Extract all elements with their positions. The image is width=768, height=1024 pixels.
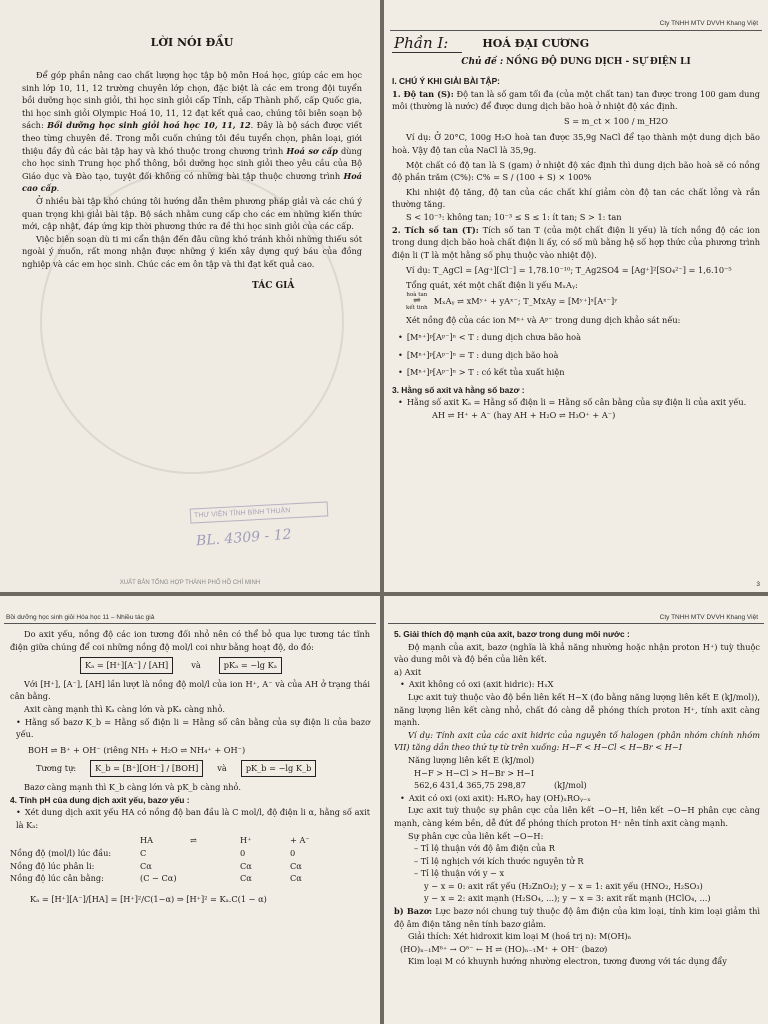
part-label: Phần I:: [392, 34, 462, 53]
polarity-rule-1: – Tỉ lệ thuận với độ âm điện của R: [414, 843, 555, 854]
publisher-strip: XUẤT BẢN TỔNG HỢP THÀNH PHỐ HỒ CHÍ MINH: [119, 580, 261, 586]
kb-formula-row: [36, 760, 370, 777]
and-word-2: và: [217, 763, 227, 774]
acid-class-1: y − x = 0: axit rất yếu (H₂ZnO₂); y − x = 1: axit yếu (HNO₂, H₂SO₃): [424, 880, 703, 891]
ice-cell: Cα: [240, 860, 252, 871]
hydracid-text: Lực axit tuỳ thuộc vào độ bền liên kết H−X (đo bằng năng lượng liên kết E (kJ/mol)), năng lượng liên kết càng nhỏ, chất đó càng dễ phóng thích proton H⁺, tính axit càng mạnh.: [394, 691, 760, 728]
page-header: Bồi dưỡng học sinh giỏi Hóa học 11 – Nhiều tác giả: [6, 614, 155, 621]
ice-cell: Cα: [290, 860, 302, 871]
last-line: Kim loại M có khuynh hướng nhường electron, tương đương với tác dụng đẩy: [408, 956, 727, 967]
base-dissociation-equation: BOH ⇌ B⁺ + OH⁻ (riêng NH₃ + H₂O ⇌ NH₄⁺ + OH⁻): [28, 744, 246, 755]
solubility-definition: 1. Độ tan (S): Độ tan là số gam tối đa (của một chất tan) tan được trong 100 gam dung môi (thường là nước) để được dung dịch bão hoà ở nhiệt độ xác định.: [392, 88, 760, 112]
condition-saturated: • [Mⁿ⁺]ᵖ[Aᵖ⁻]ⁿ = T : dung dịch bão hoà: [398, 349, 760, 362]
bond-energy-values: [414, 779, 760, 792]
ice-row-dissociation-label: Nồng độ lúc phân li:: [10, 860, 95, 871]
general-equation: hoà tan ⇌ kết tinh MₓAᵧ ⇌ xMʸ⁺ + yAˣ⁻; T_MxAy = [Mʸ⁺]ˣ[Aˣ⁻]ʸ: [406, 291, 618, 311]
ice-cell: 0: [240, 847, 246, 858]
section-4-heading: 4. Tính pH của dung dịch axit yếu, bazơ yếu :: [10, 794, 190, 805]
acid-subheading: a) Axit: [394, 666, 422, 677]
energy-values: 562,6 431,4 365,75 298,87: [414, 780, 526, 791]
ka-formula: Kₐ = [H⁺][A⁻] / [AH]: [80, 657, 173, 674]
equilibrium-arrow-labels: hoà tan ⇌ kết tinh: [406, 291, 428, 311]
header-rule: [4, 623, 376, 624]
header-rule: [390, 30, 762, 31]
temperature-note: Khi nhiệt độ tăng, độ tan của các chất khí giảm còn độ tan các chất lỏng và rắn thường tăng.: [392, 186, 760, 210]
energy-unit: (kJ/mol): [553, 780, 587, 791]
preface-page: [0, 0, 380, 592]
solubility-product-definition: 2. Tích số tan (T): Tích số tan T (của một chất điện li yếu) là tích nồng độ các ion trong dung dịch bão hoà chất điện li ấy, có số mũ bằng hệ số hợp thức của phương trình điện li (T là một hằng số phụ thuộc vào nhiệt độ).: [392, 224, 760, 260]
base-explanation: Giải thích: Xét hidroxit kim loại M (hoá trị n): M(OH)ₙ: [408, 931, 632, 942]
ka-derivation: Kₐ = [H⁺][A⁻]/[HA] = [H⁺]²/C(1−α) ⇒ [H⁺]² = Kₐ.C(1 − α): [30, 893, 267, 904]
acid-class-2: y − x = 2: axit mạnh (H₂SO₄, ...); y − x = 3: axit rất mạnh (HClO₄, ...): [424, 893, 711, 904]
page-header: Cty TNHH MTV DVVH Khang Việt: [659, 20, 758, 27]
topic-heading: Chủ đề : NỒNG ĐỘ DUNG DỊCH - SỰ ĐIỆN LI: [461, 57, 691, 67]
acid-constant-definition: • Hằng số axit Kₐ = Hằng số điện li = Hằng số cân bằng của sự điện li của axit yếu.: [398, 396, 760, 409]
chapter-page: [384, 0, 768, 592]
ice-cell: Cα: [290, 873, 302, 884]
polarity-rule-2: – Tỉ lệ nghịch với kích thước nguyên tử R: [414, 855, 584, 866]
page-number: 3: [756, 581, 760, 588]
page-header: Cty TNHH MTV DVVH Khang Việt: [659, 614, 758, 621]
halogen-example: Ví dụ: Tính axit của các axit hidric của nguyên tố halogen (phân nhóm chính nhóm VII) tăng dần theo thứ tự từ trên xuống: H−F < H−Cl < H−Br < H−I: [394, 729, 760, 753]
preface-paragraph-1: Để góp phần nâng cao chất lượng học tập bộ môn Hoá học, giúp các em học sinh lớp 10, 11, 12 trường chuyên lớp chọn, đặc biệt là các em trong đội tuyển bồi dưỡng học sinh giỏi, thi học sinh giỏi cấp Tỉnh, cấp Thành phố, cấp Quốc gia, thi học sinh giỏi Olympic Hoá 10, 11, 12 đạt kết quả cao, chúng tôi biên soạn bộ sách: Bồi dưỡng học sinh giỏi hoá học 10, 11, 12. Đây là bộ sách được viết theo từng chuyên đề. Trong mỗi cuốn chúng tôi đều tuyển chọn, phân loại, giới thiệu đầy đủ các bài tập hay và khó thuộc trong chương trình Hoá sơ cấp dùng cho học sinh Trung học phổ thông, bồi dưỡng học sinh giỏi theo yêu cầu của Bộ Giáo dục và Đào tạo, tuyệt đối không có những bài tập thuộc chương trình Hoá cao cấp.: [22, 70, 363, 194]
ion-condition-intro: Xét nồng độ của các ion Mⁿ⁺ và Aᵖ⁻ trong dung dịch khảo sát nếu:: [406, 314, 681, 325]
percent-concentration: Một chất có độ tan là S (gam) ở nhiệt độ xác định thì dung dịch bão hoà sẽ có nồng độ phần trăm (C%): C% = S / (100 + S) × 100%: [392, 159, 760, 183]
concentration-note: Với [H⁺], [A⁻], [AH] lần lượt là nồng độ mol/l của ion H⁺, A⁻ và của AH ở trạng thái cân bằng.: [10, 678, 370, 702]
preface-body: [22, 36, 362, 291]
part-heading: [392, 34, 760, 53]
base-equation: (HO)ₙ₋₁Mᵟ⁺ → Oᵟ⁻ ← H ⇌ (HO)ₙ₋₁M⁺ + OH⁻ (bazơ): [400, 943, 608, 954]
handwritten-note: BL. 4309 - 12: [195, 526, 293, 550]
ka-formula-row: [80, 657, 370, 674]
constants-page: [0, 596, 380, 1024]
chapter-body: [392, 34, 760, 422]
preface-paragraph-3: Việc biên soạn dù ti mi cẩn thận đến đâu cũng khó tránh khỏi những thiếu sót ngoài ý muốn, rất mong nhận được những ý kiến xây dựng quý báu của đồng nghiệp và các em học sinh. Chúc các em ôn tập và thi đạt kết quả cao.: [22, 233, 362, 269]
condition-unsaturated: • [Mⁿ⁺]ᵖ[Aᵖ⁻]ⁿ < T : dung dịch chưa bão hoà: [398, 331, 760, 344]
ice-plus-anion: + A⁻: [290, 835, 310, 846]
pkb-formula: pK_b = −lg K_b: [241, 760, 317, 777]
hydracid-heading: • Axit không có oxi (axit hidric): HₓX: [400, 678, 760, 691]
ice-table: [10, 834, 370, 884]
acid-strength-page: [384, 596, 768, 1024]
and-word: và: [191, 660, 201, 671]
oxyacid-heading: • Axit có oxi (oxi axit): HₓROᵧ hay (OH)ₓROᵧ₋ₓ: [400, 792, 760, 805]
ice-cell: (C − Cα): [140, 873, 177, 884]
preface-title: LỜI NÓI ĐẦU: [150, 36, 234, 49]
section-1-heading: I. CHÚ Ý KHI GIẢI BÀI TẬP:: [392, 76, 500, 86]
section-5-heading: 5. Giải thích độ mạnh của axit, bazơ trong dung môi nước :: [394, 629, 630, 639]
ice-species-h: H⁺: [240, 835, 252, 846]
section-3-heading: 3. Hằng số axit và hằng số bazơ :: [392, 384, 525, 395]
general-case: Tổng quát, xét một chất điện li yếu MₓAᵧ:: [406, 279, 578, 290]
pka-formula: pKₐ = −lg Kₐ: [219, 657, 282, 674]
preface-paragraph-2: Ở nhiều bài tập khó chúng tôi hướng dẫn thêm phương pháp giải và các chú ý quan trọng khi giải bài tập. Bộ sách nhằm cung cấp cho các em những kiến thức mới, cập nhật, đáp ứng kịp thời phương thức ra đề thi học sinh giỏi của các cấp.: [22, 195, 362, 232]
ice-row-equilibrium-label: Nồng độ lúc cân bằng:: [10, 873, 104, 884]
solubility-example: Ví dụ: Ở 20°C, 100g H₂O hoà tan được 35,9g NaCl để tạo thành một dung dịch bão hoà. Vậy độ tan của NaCl là 35,9g.: [392, 132, 760, 155]
header-rule: [388, 623, 764, 624]
condition-precipitate: • [Mⁿ⁺]ᵖ[Aᵖ⁻]ⁿ > T : có kết tủa xuất hiện: [398, 366, 760, 379]
activity-note: Do axit yếu, nồng độ các ion tương đối nhỏ nên có thể bỏ qua lực tương tác tĩnh điện giữa chúng để coi những nồng độ mol/l coi như bằng hoạt độ, do đó:: [10, 629, 370, 652]
base-strength-note: Bazơ càng mạnh thì K_b càng lớn và pK_b càng nhỏ.: [24, 781, 242, 792]
acid-strength-body: [394, 628, 760, 968]
constants-body: [10, 628, 370, 905]
solubility-product-example: Ví dụ: T_AgCl = [Ag⁺][Cl⁻] = 1,78.10⁻¹⁰; T_Ag2SO4 = [Ag⁺]²[SO₄²⁻] = 1,6.10⁻⁵: [406, 265, 732, 276]
library-stamp: THƯ VIỆN TỈNH BÌNH THUẬN: [190, 501, 329, 523]
strength-intro: Độ mạnh của axit, bazơ (nghĩa là khả năng nhường hoặc nhận proton H⁺) tuỳ thuộc vào dung môi và độ bền của liên kết.: [394, 641, 760, 665]
base-section: b) Bazơ: Lực bazơ nói chung tuỳ thuộc độ âm điện của kim loại, tính kim loại giảm thì độ âm điện tăng nên tính bazơ giảm.: [394, 906, 761, 929]
solubility-ranges: S < 10⁻³: không tan; 10⁻³ ≤ S ≤ 1: ít tan; S > 1: tan: [406, 211, 622, 222]
acid-strength-note: Axit càng mạnh thì Kₐ càng lớn và pKₐ càng nhỏ.: [24, 703, 225, 714]
ice-cell: C: [140, 847, 147, 858]
polarity-rule-3: – Tỉ lệ thuận với y − x: [414, 868, 505, 879]
ice-row-initial-label: Nồng độ (mol/l) lúc đầu:: [10, 847, 112, 858]
ice-cell: Cα: [240, 873, 252, 884]
acid-dissociation-equation: AH ⇌ H⁺ + A⁻ (hay AH + H₂O ⇌ H₃O⁺ + A⁻): [432, 410, 616, 421]
ice-cell: Cα: [140, 860, 152, 871]
polarity-heading: Sự phân cực của liên kết −O−H:: [408, 830, 544, 841]
weak-acid-setup: • Xét dung dịch axit yếu HA có nồng độ ban đầu là C mol/l, độ điện li α, hằng số axit là Kₐ:: [16, 806, 370, 831]
preface-author: TÁC GIẢ: [252, 280, 295, 291]
ice-species-ha: HA: [140, 835, 154, 846]
kb-formula: K_b = [B⁺][OH⁻] / [BOH]: [90, 760, 203, 777]
ice-arrow: ⇌: [190, 835, 197, 846]
similarly-label: Tương tự:: [36, 763, 77, 774]
solubility-formula: S = m_ct × 100 / m_H2O: [564, 115, 668, 126]
part-title: HOÁ ĐẠI CƯƠNG: [482, 37, 590, 50]
ice-cell: 0: [290, 847, 296, 858]
oxyacid-text: Lực axit tuỳ thuộc sự phân cực của liên kết −O−H, liên kết −O−H phân cực càng mạnh, càng kém bền, dễ đứt để phóng thích proton H⁺ nên tính axit càng mạnh.: [394, 805, 760, 828]
base-constant-definition: • Hằng số bazơ K_b = Hằng số điện li = Hằng số cân bằng của sự điện li của bazơ yếu.: [16, 716, 370, 741]
bond-energy-label: Năng lượng liên kết E (kJ/mol): [408, 754, 535, 765]
bond-order: H−F > H−Cl > H−Br > H−I: [414, 767, 534, 778]
